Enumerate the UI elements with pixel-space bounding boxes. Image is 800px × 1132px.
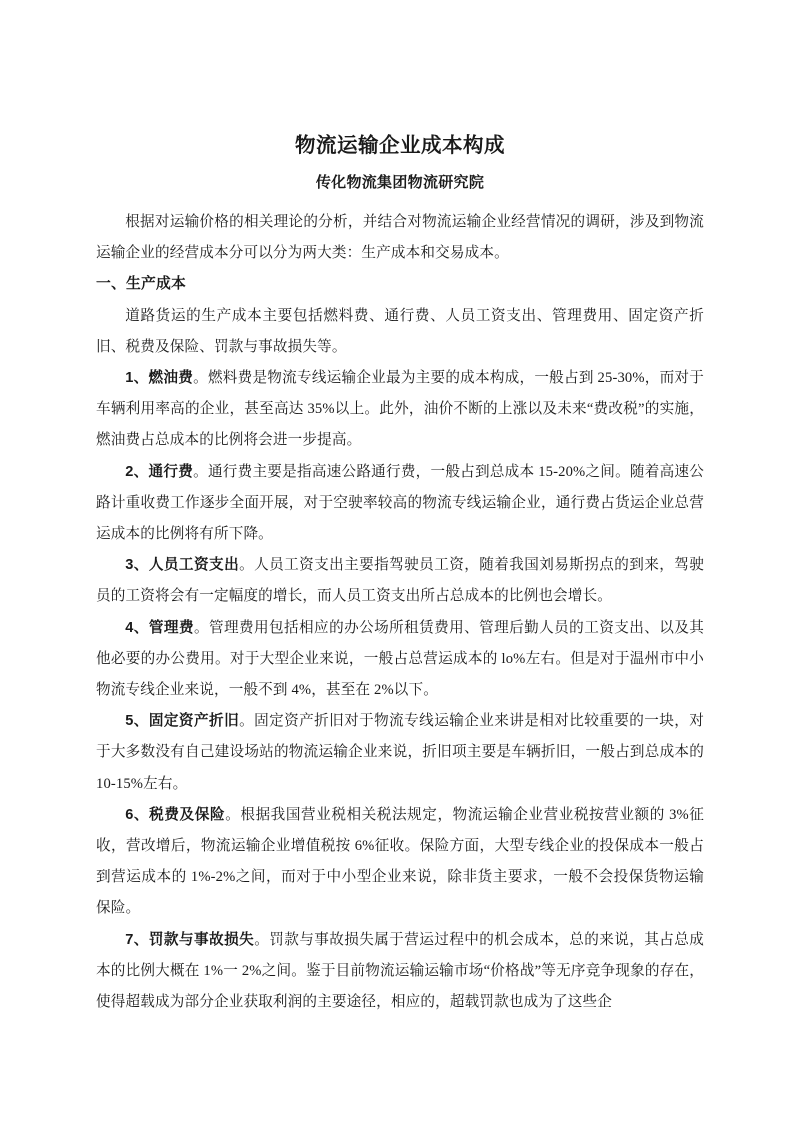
- cost-item-3-lead: 3、人员工资支出: [125, 557, 240, 574]
- cost-item-5-lead: 5、固定资产折旧: [125, 713, 240, 730]
- intro-paragraph: 根据对运输价格的相关理论的分析，并结合对物流运输企业经营情况的调研，涉及到物流运输企业的经营成本分可以分为两大类：生产成本和交易成本。: [96, 214, 704, 262]
- cost-item-5-body: 。固定资产折旧对于物流专线运输企业来讲是相对比较重要的一块，对于大多数没有自己建设场站的物流运输企业来说，折旧项主要是车辆折旧，一般占到总成本的 10-15%左右。: [96, 713, 704, 792]
- cost-item-7: [96, 925, 704, 1019]
- cost-item-6-body: 。根据我国营业税相关税法规定，物流运输企业营业税按营业额的 3%征收，营改增后，物流运输企业增值税按 6%征收。保险方面，大型专线企业的投保成本一般占到营运成本的 1%-2%之间，而对于中小型企业来说，除非货主要求，一般不会投保货物运输保险。: [96, 806, 704, 917]
- page-content: [96, 0, 704, 1018]
- cost-item-6: [96, 800, 704, 925]
- cost-item-7-lead: 7、罚款与事故损失: [125, 931, 255, 948]
- cost-item-2-body: 。通行费主要是指高速公路通行费，一般占到总成本 15-20%之间。随着高速公路计重收费工作逐步全面开展，对于空驶率较高的物流专线运输企业，通行费占货运企业总营运成本的比例将有所下降。: [96, 463, 704, 543]
- section-intro-paragraph: 道路货运的生产成本主要包括燃料费、通行费、人员工资支出、管理费用、固定资产折旧、税费及保险、罚款与事故损失等。: [96, 307, 704, 355]
- cost-item-3: [96, 550, 704, 612]
- cost-item-2: [96, 457, 704, 551]
- document-body: [96, 207, 704, 1018]
- cost-item-7-body: 。罚款与事故损失属于营运过程中的机会成本，总的来说，其占总成本的比例大概在 1%一 2%之间。鉴于目前物流运输运输市场“价格战”等无序竞争现象的存在，使得超载成为部分企业获取利润的主要途径，相应的，超载罚款也成为了这些企: [96, 931, 704, 1011]
- page-subtitle: 传化物流集团物流研究院: [315, 174, 485, 191]
- cost-item-2-lead: 2、通行费: [125, 463, 194, 480]
- cost-item-1-body: 。燃料费是物流专线运输企业最为主要的成本构成，一般占到 25-30%，而对于车辆利用率高的企业，甚至高达 35%以上。此外，油价不断的上涨以及未来“费改税”的实施，燃油费占总成本的比例将会进一步提高。: [96, 370, 704, 449]
- cost-item-3-body: 。人员工资支出主要指驾驶员工资，随着我国刘易斯拐点的到来，驾驶员的工资将会有一定幅度的增长，而人员工资支出所占总成本的比例也会增长。: [96, 557, 704, 605]
- cost-item-1-lead: 1、燃油费: [125, 370, 194, 387]
- cost-item-4-body: 。管理费用包括相应的办公场所租赁费用、管理后勤人员的工资支出、以及其他必要的办公费用。对于大型企业来说，一般占总营运成本的 lo%左右。但是对于温州市中小物流专线企业来说，一般不到 4%，甚至在 2%以下。: [96, 619, 704, 699]
- cost-item-6-lead: 6、税费及保险: [125, 806, 226, 823]
- section-heading-production-cost: 一、生产成本: [96, 276, 186, 293]
- cost-item-5: [96, 706, 704, 800]
- cost-item-4-lead: 4、管理费: [125, 619, 194, 636]
- cost-item-1: [96, 363, 704, 457]
- cost-item-4: [96, 613, 704, 707]
- page-title: 物流运输企业成本构成: [295, 134, 505, 157]
